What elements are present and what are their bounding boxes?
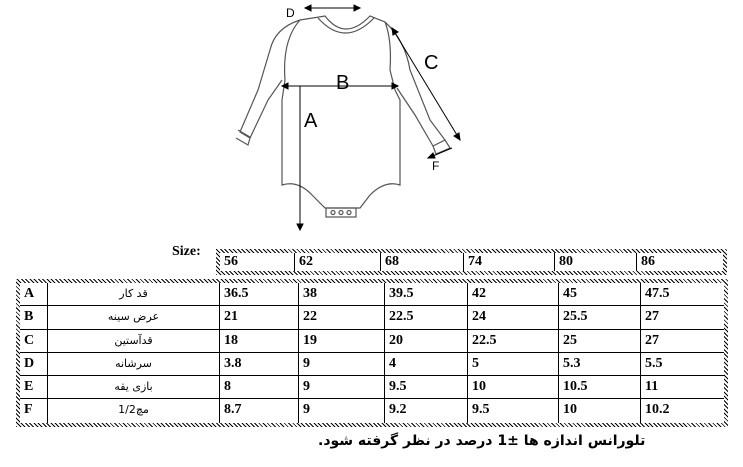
value-cell: 5.5 xyxy=(645,355,663,371)
table-row xyxy=(20,330,724,353)
value-cell: 10 xyxy=(559,399,641,422)
value-cell: 9.5 xyxy=(385,376,468,398)
value-cell: 8.7 xyxy=(220,399,299,422)
value-cell: 36.5 xyxy=(220,283,299,305)
size-cell: 56 xyxy=(220,253,295,271)
label-a: A xyxy=(304,110,318,132)
value-cell: 21 xyxy=(220,306,299,328)
size-table xyxy=(16,279,728,427)
row-letter: F xyxy=(20,399,48,422)
bodysuit-left-sleeve xyxy=(240,20,300,138)
value-cell: 38 xyxy=(299,283,385,305)
value-cell: 27 xyxy=(645,309,659,325)
table-row xyxy=(20,306,724,329)
row-letter: B xyxy=(20,306,48,328)
size-cell: 62 xyxy=(295,253,381,271)
value-cell: 9 xyxy=(299,376,385,398)
value-cell: 5 xyxy=(468,353,559,375)
value-cell: 10.2 xyxy=(645,402,670,418)
value-cell: 19 xyxy=(299,330,385,352)
value-cell: 45 xyxy=(559,283,641,305)
row-name: قدآستین xyxy=(48,330,220,352)
label-f: F xyxy=(432,159,440,173)
row-name: قد کار xyxy=(48,283,220,305)
value-cell: 47.5 xyxy=(645,286,670,301)
row-letter: A xyxy=(20,283,48,305)
size-table-body xyxy=(20,283,724,423)
size-cell: 86 xyxy=(641,254,655,269)
tolerance-note: تلورانس اندازه ها ±1 درصد در نظر گرفته شود. xyxy=(318,433,646,449)
label-d: D xyxy=(286,6,295,20)
value-cell: 4 xyxy=(385,353,468,375)
value-cell: 39.5 xyxy=(385,283,468,305)
size-header-row xyxy=(220,253,723,271)
value-cell: 25.5 xyxy=(559,306,641,328)
value-cell: 22 xyxy=(299,306,385,328)
table-row xyxy=(20,399,724,422)
label-c: C xyxy=(424,52,439,74)
size-cell: 80 xyxy=(555,253,637,271)
row-letter: D xyxy=(20,353,48,375)
table-row xyxy=(20,376,724,399)
value-cell: 9.5 xyxy=(468,399,559,422)
size-header xyxy=(216,249,727,275)
value-cell: 24 xyxy=(468,306,559,328)
row-name: عرض سینه xyxy=(48,306,220,328)
snap xyxy=(339,211,343,215)
value-cell: 9 xyxy=(299,399,385,422)
size-label: Size: xyxy=(172,244,201,259)
value-cell: 5.3 xyxy=(559,353,641,375)
label-b: B xyxy=(336,72,350,94)
value-cell: 20 xyxy=(385,330,468,352)
value-cell: 8 xyxy=(220,376,299,398)
value-cell: 18 xyxy=(220,330,299,352)
value-cell: 22.5 xyxy=(468,330,559,352)
value-cell: 9.2 xyxy=(385,399,468,422)
value-cell: 3.8 xyxy=(220,353,299,375)
table-row xyxy=(20,353,724,376)
value-cell: 10 xyxy=(468,376,559,398)
value-cell: 10.5 xyxy=(559,376,641,398)
value-cell: 22.5 xyxy=(385,306,468,328)
left-cuff xyxy=(236,130,250,145)
value-cell: 11 xyxy=(645,379,659,395)
size-cell: 68 xyxy=(381,253,464,271)
table-row xyxy=(20,283,724,306)
row-name: مچ1/2 xyxy=(48,399,220,422)
value-cell: 42 xyxy=(468,283,559,305)
row-name: سرشانه xyxy=(48,353,220,375)
value-cell: 27 xyxy=(645,332,659,348)
size-cell: 74 xyxy=(464,253,555,271)
row-letter: C xyxy=(20,330,48,352)
value-cell: 9 xyxy=(299,353,385,375)
row-name: بازی یقه xyxy=(48,376,220,398)
snap xyxy=(347,211,351,215)
snap xyxy=(331,211,335,215)
value-cell: 25 xyxy=(559,330,641,352)
row-letter: E xyxy=(20,376,48,398)
